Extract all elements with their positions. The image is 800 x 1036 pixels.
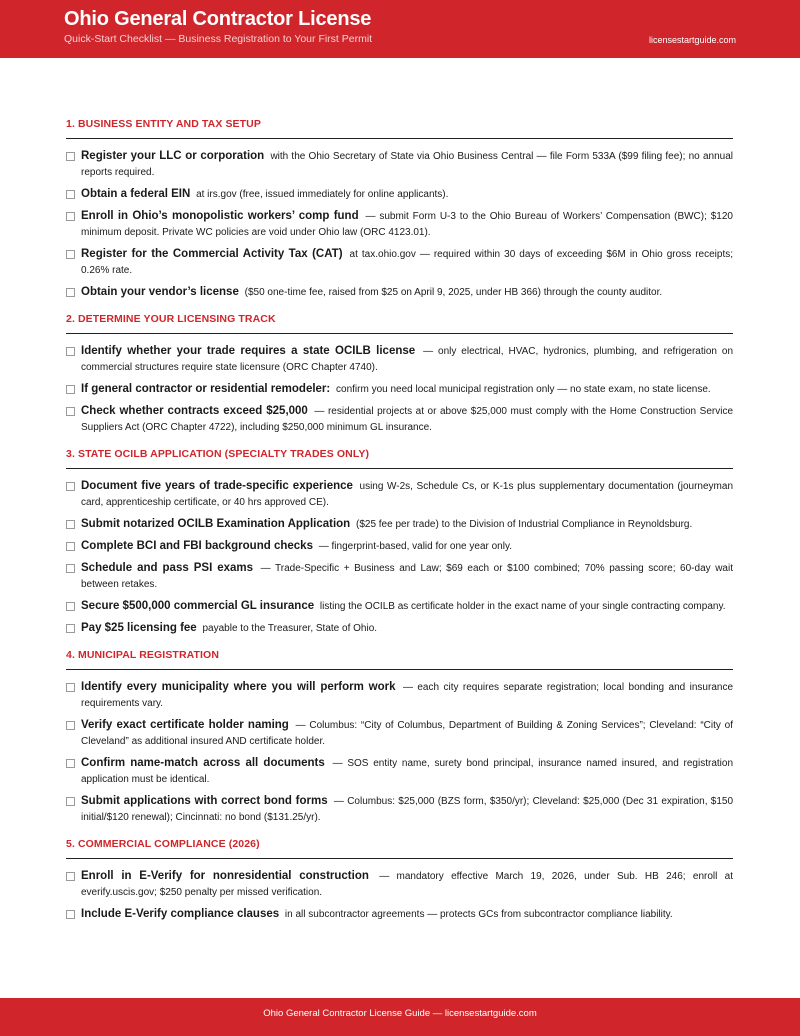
item-description: — residential projects at or above $25,000 must comply with the Home Construction Service Suppliers Act (ORC Chapter 4722), including $250,000 minimum GL insurance. — [81, 406, 734, 433]
checklist-section — [66, 649, 733, 826]
checkbox-icon[interactable] — [66, 564, 75, 573]
footer-text: Ohio General Contractor License Guide — licensestartguide.com — [263, 1008, 537, 1019]
checkbox-icon[interactable] — [66, 347, 75, 356]
checklist-item — [66, 538, 733, 555]
item-text — [81, 620, 377, 637]
item-text — [81, 560, 733, 593]
page-header — [0, 0, 800, 58]
checkbox-icon[interactable] — [66, 602, 75, 611]
item-heading: Identify every municipality where you will perform work — [81, 681, 396, 693]
item-text — [81, 755, 733, 788]
checklist-item — [66, 598, 733, 615]
item-text — [81, 343, 733, 376]
item-text — [81, 186, 448, 203]
checklist-item — [66, 560, 733, 593]
item-text — [81, 208, 733, 241]
checklist-item — [66, 793, 733, 826]
item-description: at tax.ohio.gov — required within 30 days of exceeding $6M in Ohio gross receipts; 0.26% rate. — [81, 249, 734, 276]
item-text — [81, 598, 725, 615]
checklist-content — [66, 118, 733, 935]
item-description: ($25 fee per trade) to the Division of Industrial Compliance in Reynoldsburg. — [355, 519, 693, 530]
page-footer — [0, 998, 800, 1036]
item-description: — each city requires separate registration; local bonding and insurance requirements vary. — [81, 682, 733, 709]
checkbox-icon[interactable] — [66, 385, 75, 394]
checkbox-icon[interactable] — [66, 759, 75, 768]
item-text — [81, 381, 711, 398]
item-heading: Enroll in E-Verify for nonresidential construction — [81, 870, 369, 882]
item-description: confirm you need local municipal registration only — no state exam, no state license. — [336, 384, 711, 395]
checkbox-icon[interactable] — [66, 250, 75, 259]
checkbox-icon[interactable] — [66, 482, 75, 491]
checklist-item — [66, 906, 733, 923]
item-heading: Identify whether your trade requires a state OCILB license — [81, 345, 416, 357]
checklist-item — [66, 343, 733, 376]
checkbox-icon[interactable] — [66, 683, 75, 692]
item-heading: Confirm name-match across all documents — [81, 757, 325, 769]
item-description: — SOS entity name, surety bond principal, insurance named insured, and registration application must be identical. — [81, 758, 734, 785]
item-heading: Register for the Commercial Activity Tax (CAT) — [81, 248, 343, 260]
item-description: — only electrical, HVAC, hydronics, plumbing, and refrigeration on commercial structures require state licensure (ORC Chapter 4740). — [81, 346, 734, 373]
checkbox-icon[interactable] — [66, 797, 75, 806]
checklist-section — [66, 118, 733, 301]
item-description: in all subcontractor agreements — protects GCs from subcontractor compliance liability. — [284, 909, 673, 920]
item-heading: Secure $500,000 commercial GL insurance — [81, 600, 315, 612]
item-text — [81, 403, 733, 436]
item-heading: Complete BCI and FBI background checks — [81, 540, 313, 552]
item-description: with the Ohio Secretary of State via Ohio Business Central — file Form 533A ($99 filing fee); no annual reports required. — [81, 151, 733, 178]
section-title: 2. DETERMINE YOUR LICENSING TRACK — [66, 313, 733, 334]
checkbox-icon[interactable] — [66, 212, 75, 221]
item-description: — fingerprint-based, valid for one year only. — [318, 541, 512, 552]
item-description: — submit Form U-3 to the Ohio Bureau of Workers’ Compensation (BWC); $120 minimum deposit. Private WC policies are void under Ohio law (ORC 4123.01). — [81, 211, 733, 238]
item-description: payable to the Treasurer, State of Ohio. — [202, 623, 378, 634]
item-heading: Submit applications with correct bond forms — [81, 795, 328, 807]
page-subtitle: Quick-Start Checklist — Business Registration to Your First Permit — [64, 33, 373, 45]
item-text — [81, 284, 662, 301]
item-text — [81, 679, 733, 712]
section-title: 1. BUSINESS ENTITY AND TAX SETUP — [66, 118, 733, 139]
item-heading: Obtain your vendor’s license — [81, 286, 239, 298]
site-url: licensestartguide.com — [648, 35, 736, 45]
checklist-item — [66, 478, 733, 511]
checklist-item — [66, 381, 733, 398]
item-description: — mandatory effective March 19, 2026, under Sub. HB 246; enroll at everify.uscis.gov; $250 penalty per missed verification. — [81, 871, 733, 898]
checklist-item — [66, 679, 733, 712]
checklist-section — [66, 448, 733, 637]
checkbox-icon[interactable] — [66, 542, 75, 551]
item-heading: Submit notarized OCILB Examination Application — [81, 518, 351, 530]
checklist-item — [66, 516, 733, 533]
checkbox-icon[interactable] — [66, 152, 75, 161]
item-text — [81, 868, 733, 901]
item-heading: Verify exact certificate holder naming — [81, 719, 289, 731]
item-heading: Check whether contracts exceed $25,000 — [81, 405, 308, 417]
checkbox-icon[interactable] — [66, 624, 75, 633]
item-text — [81, 538, 512, 555]
item-heading: If general contractor or residential remodeler: — [81, 383, 331, 395]
checklist-item — [66, 717, 733, 750]
checklist-section — [66, 313, 733, 436]
item-heading: Enroll in Ohio’s monopolistic workers’ comp fund — [81, 210, 359, 222]
item-heading: Include E-Verify compliance clauses — [81, 908, 280, 920]
checkbox-icon[interactable] — [66, 520, 75, 529]
item-text — [81, 478, 733, 511]
checklist-item — [66, 284, 733, 301]
item-description: — Columbus: “City of Columbus, Department of Building & Zoning Services”; Cleveland: “City of Cleveland” as additional insured AND certificate holder. — [81, 720, 733, 747]
item-description: using W-2s, Schedule Cs, or K-1s plus supplementary documentation (journeyman card, apprenticeship certificate, or 40 hrs approved CE). — [81, 481, 734, 508]
item-description: ($50 one-time fee, raised from $25 on April 9, 2025, under HB 366) through the county auditor. — [244, 287, 663, 298]
item-text — [81, 516, 692, 533]
item-text — [81, 906, 673, 923]
checklist-section — [66, 838, 733, 923]
checkbox-icon[interactable] — [66, 190, 75, 199]
section-title: 3. STATE OCILB APPLICATION (SPECIALTY TRADES ONLY) — [66, 448, 733, 469]
checkbox-icon[interactable] — [66, 910, 75, 919]
item-description: — Trade-Specific + Business and Law; $69 each or $100 combined; 70% passing score; 60-day wait between retakes. — [81, 563, 733, 590]
item-heading: Document five years of trade-specific experience — [81, 480, 353, 492]
item-heading: Register your LLC or corporation — [81, 150, 265, 162]
item-description: listing the OCILB as certificate holder in the exact name of your single contracting company. — [319, 601, 726, 612]
page-title: Ohio General Contractor License — [64, 8, 372, 30]
checklist-item — [66, 403, 733, 436]
checkbox-icon[interactable] — [66, 721, 75, 730]
checklist-item — [66, 755, 733, 788]
section-title: 5. COMMERCIAL COMPLIANCE (2026) — [66, 838, 733, 859]
checklist-item — [66, 208, 733, 241]
section-title: 4. MUNICIPAL REGISTRATION — [66, 649, 733, 670]
checklist-item — [66, 186, 733, 203]
item-description: at irs.gov (free, issued immediately for online applicants). — [196, 189, 449, 200]
item-text — [81, 793, 733, 826]
item-heading: Pay $25 licensing fee — [81, 622, 197, 634]
checklist-item — [66, 868, 733, 901]
checklist-item — [66, 246, 733, 279]
item-heading: Obtain a federal EIN — [81, 188, 191, 200]
item-text — [81, 246, 733, 279]
item-heading: Schedule and pass PSI exams — [81, 562, 254, 574]
checkbox-icon[interactable] — [66, 872, 75, 881]
checklist-item — [66, 620, 733, 637]
checkbox-icon[interactable] — [66, 288, 75, 297]
item-text — [81, 717, 733, 750]
checkbox-icon[interactable] — [66, 407, 75, 416]
item-description: — Columbus: $25,000 (BZS form, $350/yr); Cleveland: $25,000 (Dec 31 expiration, $150 initial/$120 renewal); Cincinnati: no bond ($131.25/yr). — [81, 796, 734, 823]
item-text — [81, 148, 733, 181]
checklist-item — [66, 148, 733, 181]
